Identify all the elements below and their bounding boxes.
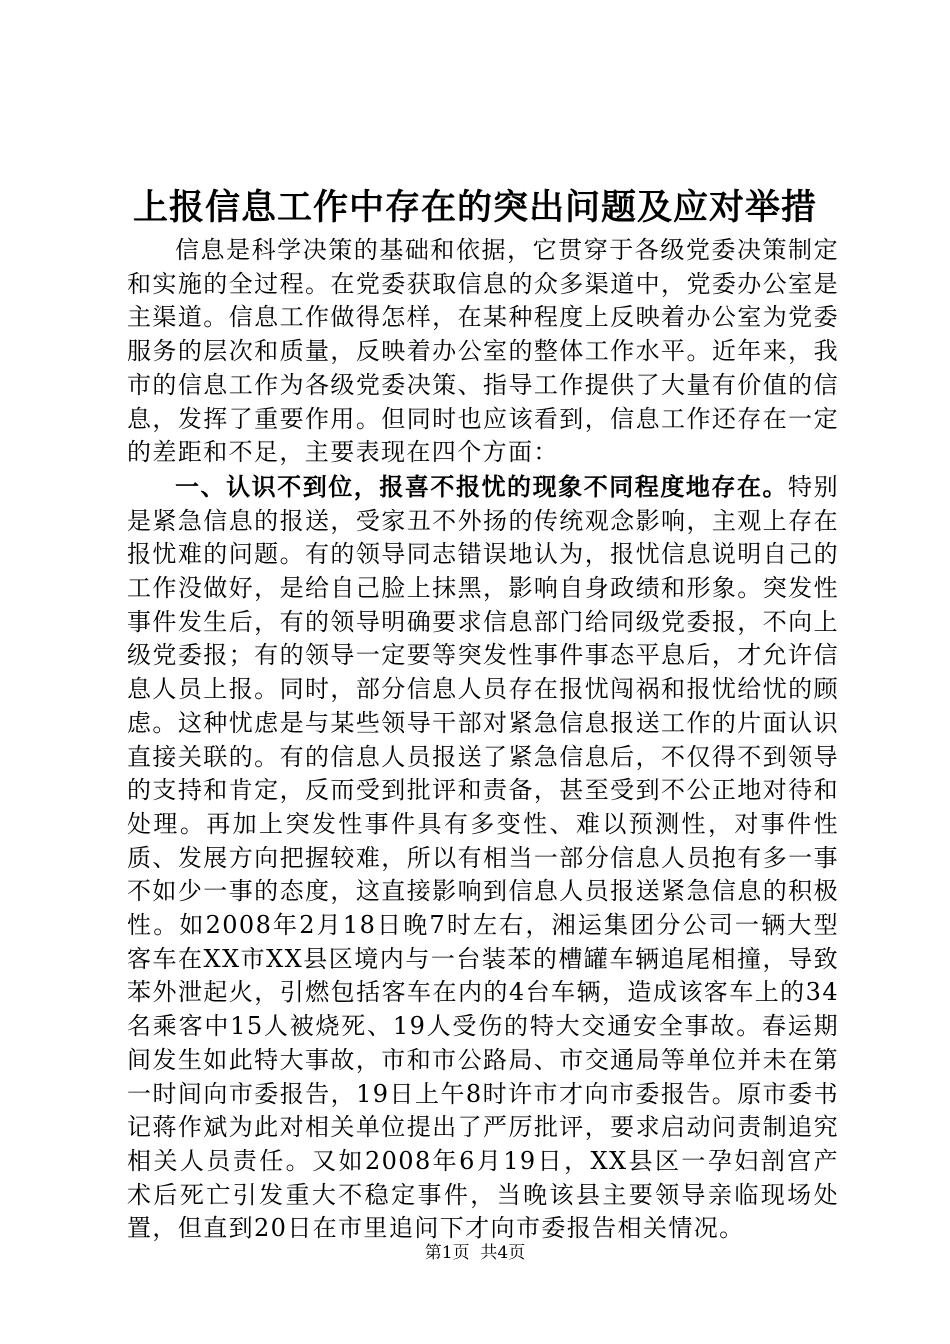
document-body: [127, 234, 839, 1246]
page-number: 第1页: [424, 1243, 470, 1263]
paragraph-intro: [127, 234, 839, 470]
page-footer: [0, 1242, 950, 1264]
page-total: 共4页: [480, 1243, 526, 1263]
paragraph-section-one: [127, 470, 839, 1246]
paragraph-text: 特别是紧急信息的报送，受家丑不外扬的传统观念影响，主观上存在报忧难的问题。有的领导同志错误地认为，报忧信息说明自己的工作没做好，是给自己脸上抹黑，影响自身政绩和形象。突发性事件发生后，有的领导明确要求信息部门给同级党委报，不向上级党委报；有的领导一定要等突发性事件事态平息后，才允许信息人员上报。同时，部分信息人员存在报忧闯祸和报忧给忧的顾虑。这种忧虑是与某些领导干部对紧急信息报送工作的片面认识直接关联的。有的信息人员报送了紧急信息后，不仅得不到领导的支持和肯定，反而受到批评和责备，甚至受到不公正地对待和处理。再加上突发性事件具有多变性、难以预测性，对事件性质、发展方向把握较难，所以有相当一部分信息人员抱有多一事不如少一事的态度，这直接影响到信息人员报送紧急信息的积极性。如2008年2月18日晚7时左右，湘运集团分公司一辆大型客车在XX市XX县区境内与一台装苯的槽罐车辆追尾相撞，导致苯外泄起火，引燃包括客车在内的4台车辆，造成该客车上的34名乘客中15人被烧死、19人受伤的特大交通安全事故。春运期间发生如此特大事故，市和市公路局、市交通局等单位并未在第一时间向市委报告，19日上午8时许市才向市委报告。原市委书记蒋作斌为此对相关单位提出了严厉批评，要求启动问责制追究相关人员责任。又如2008年6月19日，XX县区一孕妇剖宫产术后死亡引发重大不稳定事件，当晚该县主要领导亲临现场处置，但直到20日在市里追问下才向市委报告相关情况。: [127, 472, 839, 1243]
footer-spacer: [470, 1243, 481, 1263]
paragraph-text: 信息是科学决策的基础和依据，它贯穿于各级党委决策制定和实施的全过程。在党委获取信息的众多渠道中，党委办公室是主渠道。信息工作做得怎样，在某种程度上反映着办公室为党委服务的层次和质量，反映着办公室的整体工作水平。近年来，我市的信息工作为各级党委决策、指导工作提供了大量有价值的信息，发挥了重要作用。但同时也应该看到，信息工作还存在一定的差距和不足，主要表现在四个方面：: [127, 236, 839, 467]
document-title: 上报信息工作中存在的突出问题及应对举措: [132, 187, 817, 228]
section-heading: 一、认识不到位，报喜不报忧的现象不同程度地存在。: [175, 471, 789, 501]
